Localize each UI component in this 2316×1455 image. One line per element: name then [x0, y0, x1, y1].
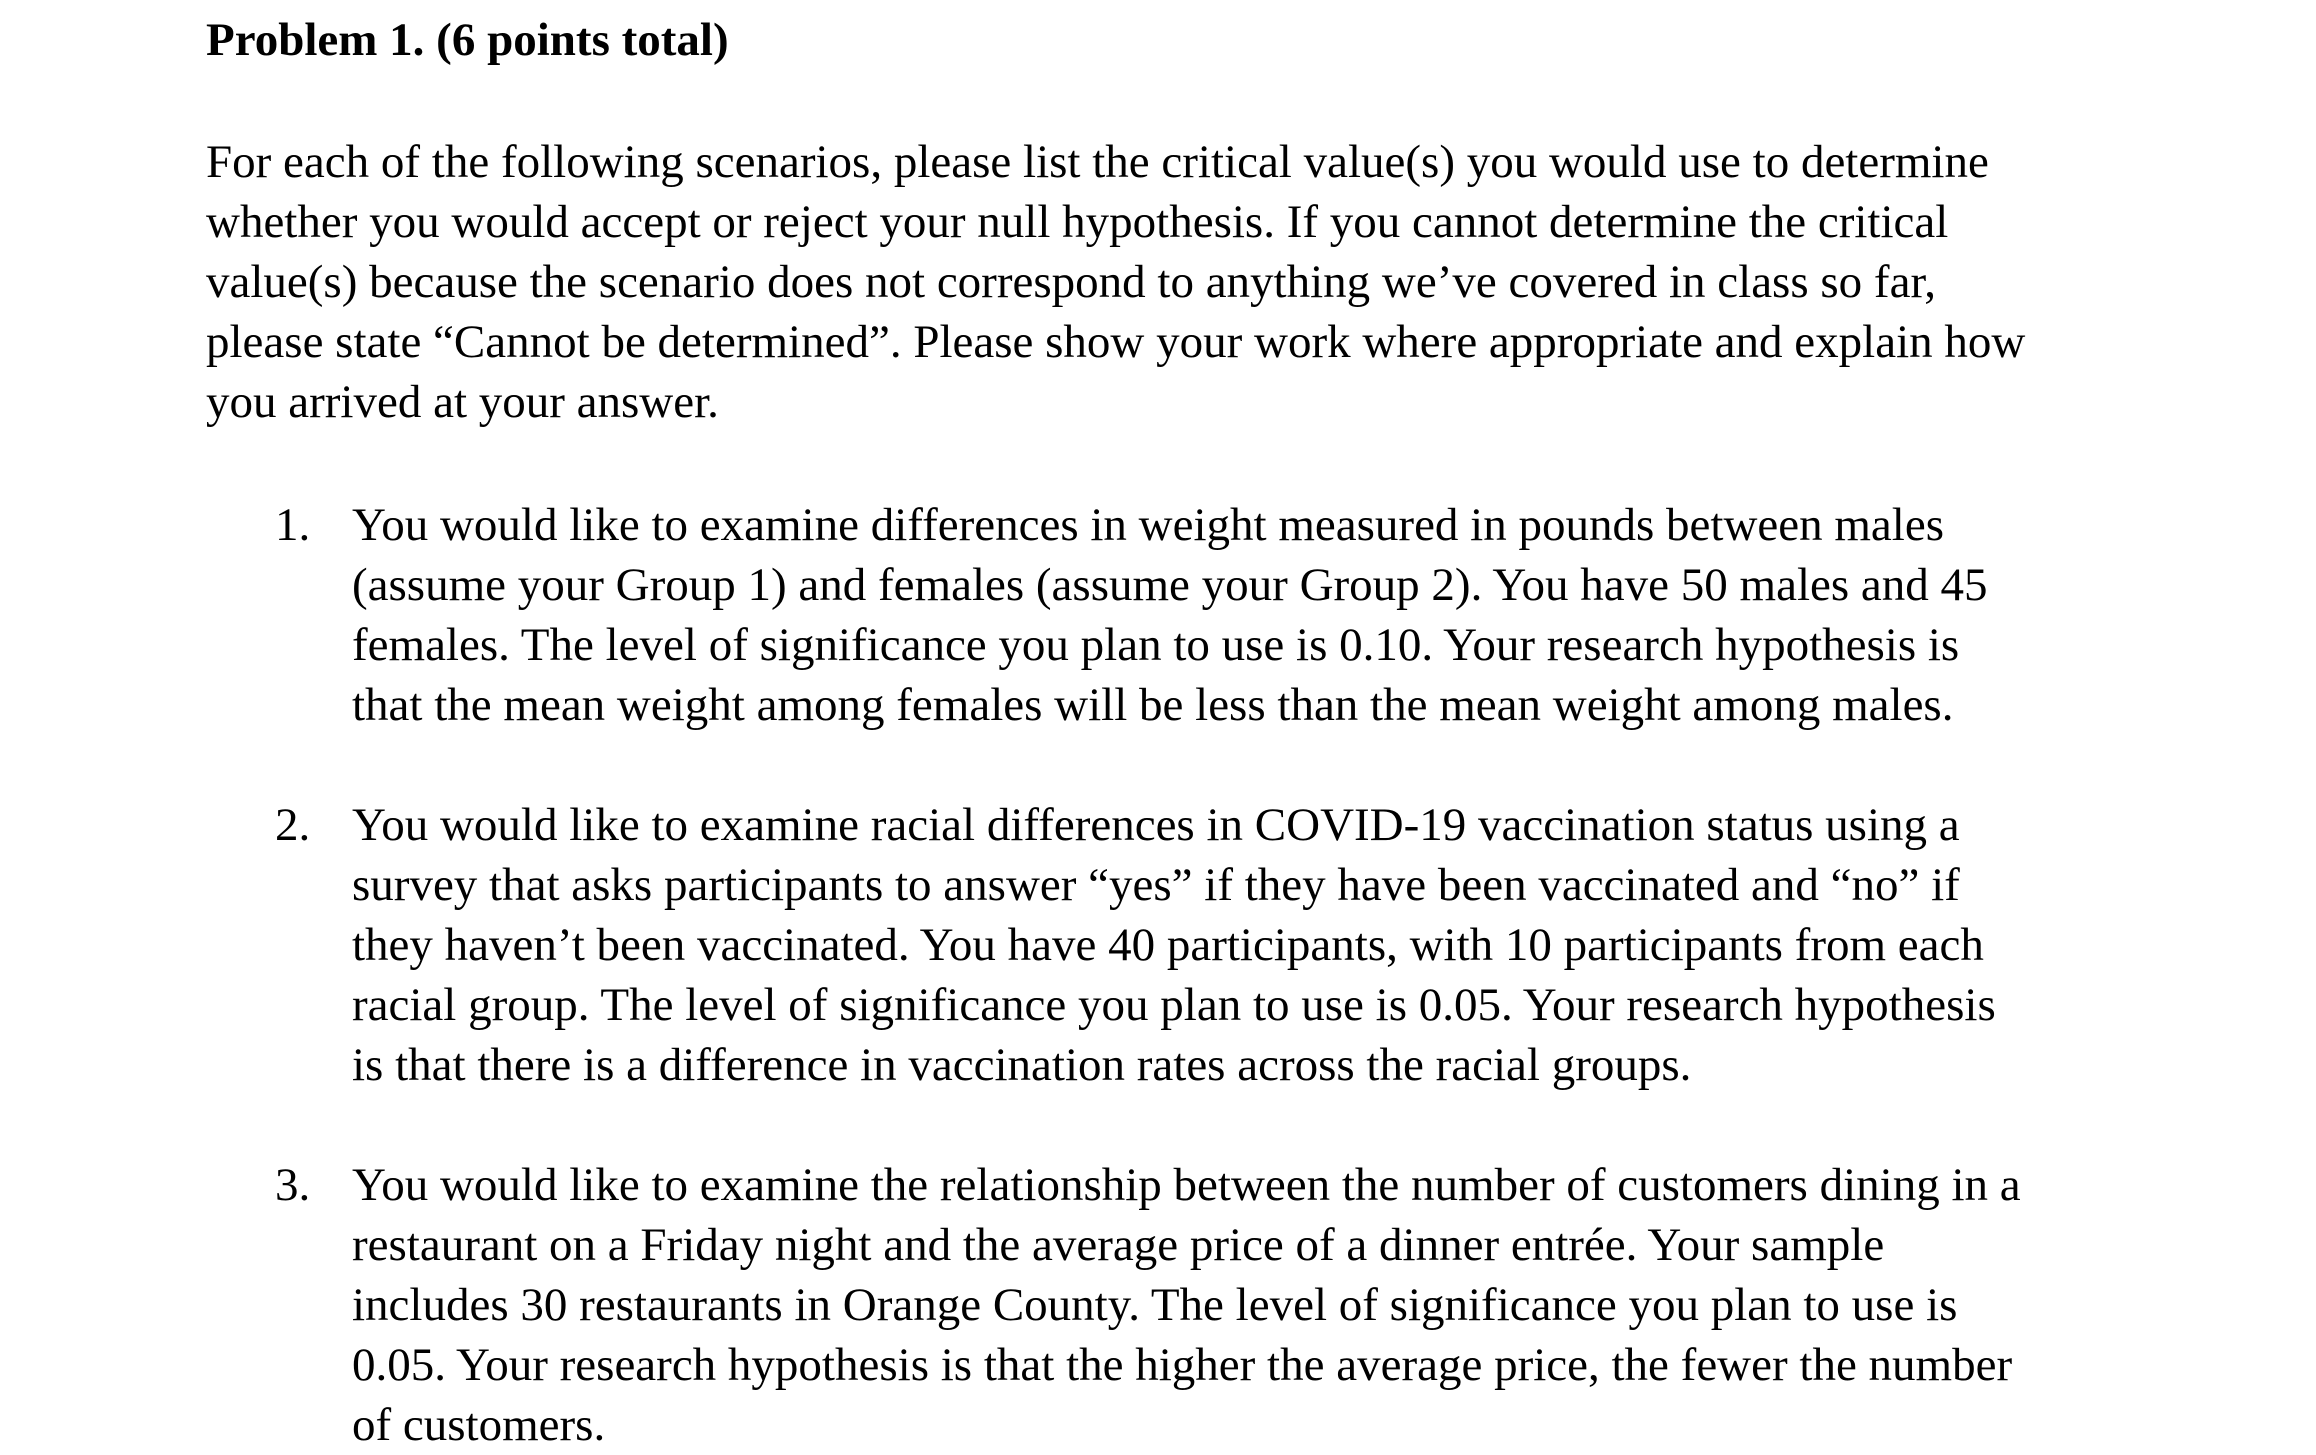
scenario-line: females. The level of significance you plan to use is 0.10. Your research hypothesis is [352, 619, 1960, 671]
scenario-line: is that there is a difference in vaccination rates across the racial groups. [352, 1039, 1692, 1091]
scenario-text [352, 1155, 2132, 1455]
scenario-line: You would like to examine racial differences in COVID-19 vaccination status using a [352, 799, 1960, 851]
scenario-line: racial group. The level of significance you plan to use is 0.05. Your research hypothesis [352, 979, 1996, 1031]
scenario-line: that the mean weight among females will be less than the mean weight among males. [352, 679, 1954, 731]
paragraph-line: value(s) because the scenario does not correspond to anything we’ve covered in class so far, [206, 256, 1936, 308]
scenario-line: restaurant on a Friday night and the average price of a dinner entrée. Your sample [352, 1219, 1885, 1271]
scenario-number: 1. [275, 499, 311, 551]
paragraph-line: please state “Cannot be determined”. Please show your work where appropriate and explain how [206, 316, 2026, 368]
scenario-text [352, 495, 2132, 735]
paragraph-line: For each of the following scenarios, please list the critical value(s) you would use to determine [206, 136, 1989, 188]
scenario-line: they haven’t been vaccinated. You have 40 participants, with 10 participants from each [352, 919, 1984, 971]
scenario-line: You would like to examine the relationship between the number of customers dining in a [352, 1159, 2021, 1211]
scenario-line: (assume your Group 1) and females (assume your Group 2). You have 50 males and 45 [352, 559, 1988, 611]
scenario-number: 3. [275, 1159, 311, 1211]
scenario-line: You would like to examine differences in weight measured in pounds between males [352, 499, 1944, 551]
scenario-line: includes 30 restaurants in Orange County. The level of significance you plan to use is [352, 1279, 1958, 1331]
scenario-text [352, 795, 2132, 1095]
scenario-line: survey that asks participants to answer “yes” if they have been vaccinated and “no” if [352, 859, 1960, 911]
paragraph-line: you arrived at your answer. [206, 376, 719, 428]
paragraph-line: whether you would accept or reject your null hypothesis. If you cannot determine the critical [206, 196, 1949, 248]
scenario-number: 2. [275, 799, 311, 851]
scenario-line: of customers. [352, 1399, 606, 1451]
scenario-line: 0.05. Your research hypothesis is that the higher the average price, the fewer the number [352, 1339, 2013, 1391]
instructions-paragraph [206, 132, 2106, 432]
problem-title: Problem 1. (6 points total) [206, 14, 729, 66]
